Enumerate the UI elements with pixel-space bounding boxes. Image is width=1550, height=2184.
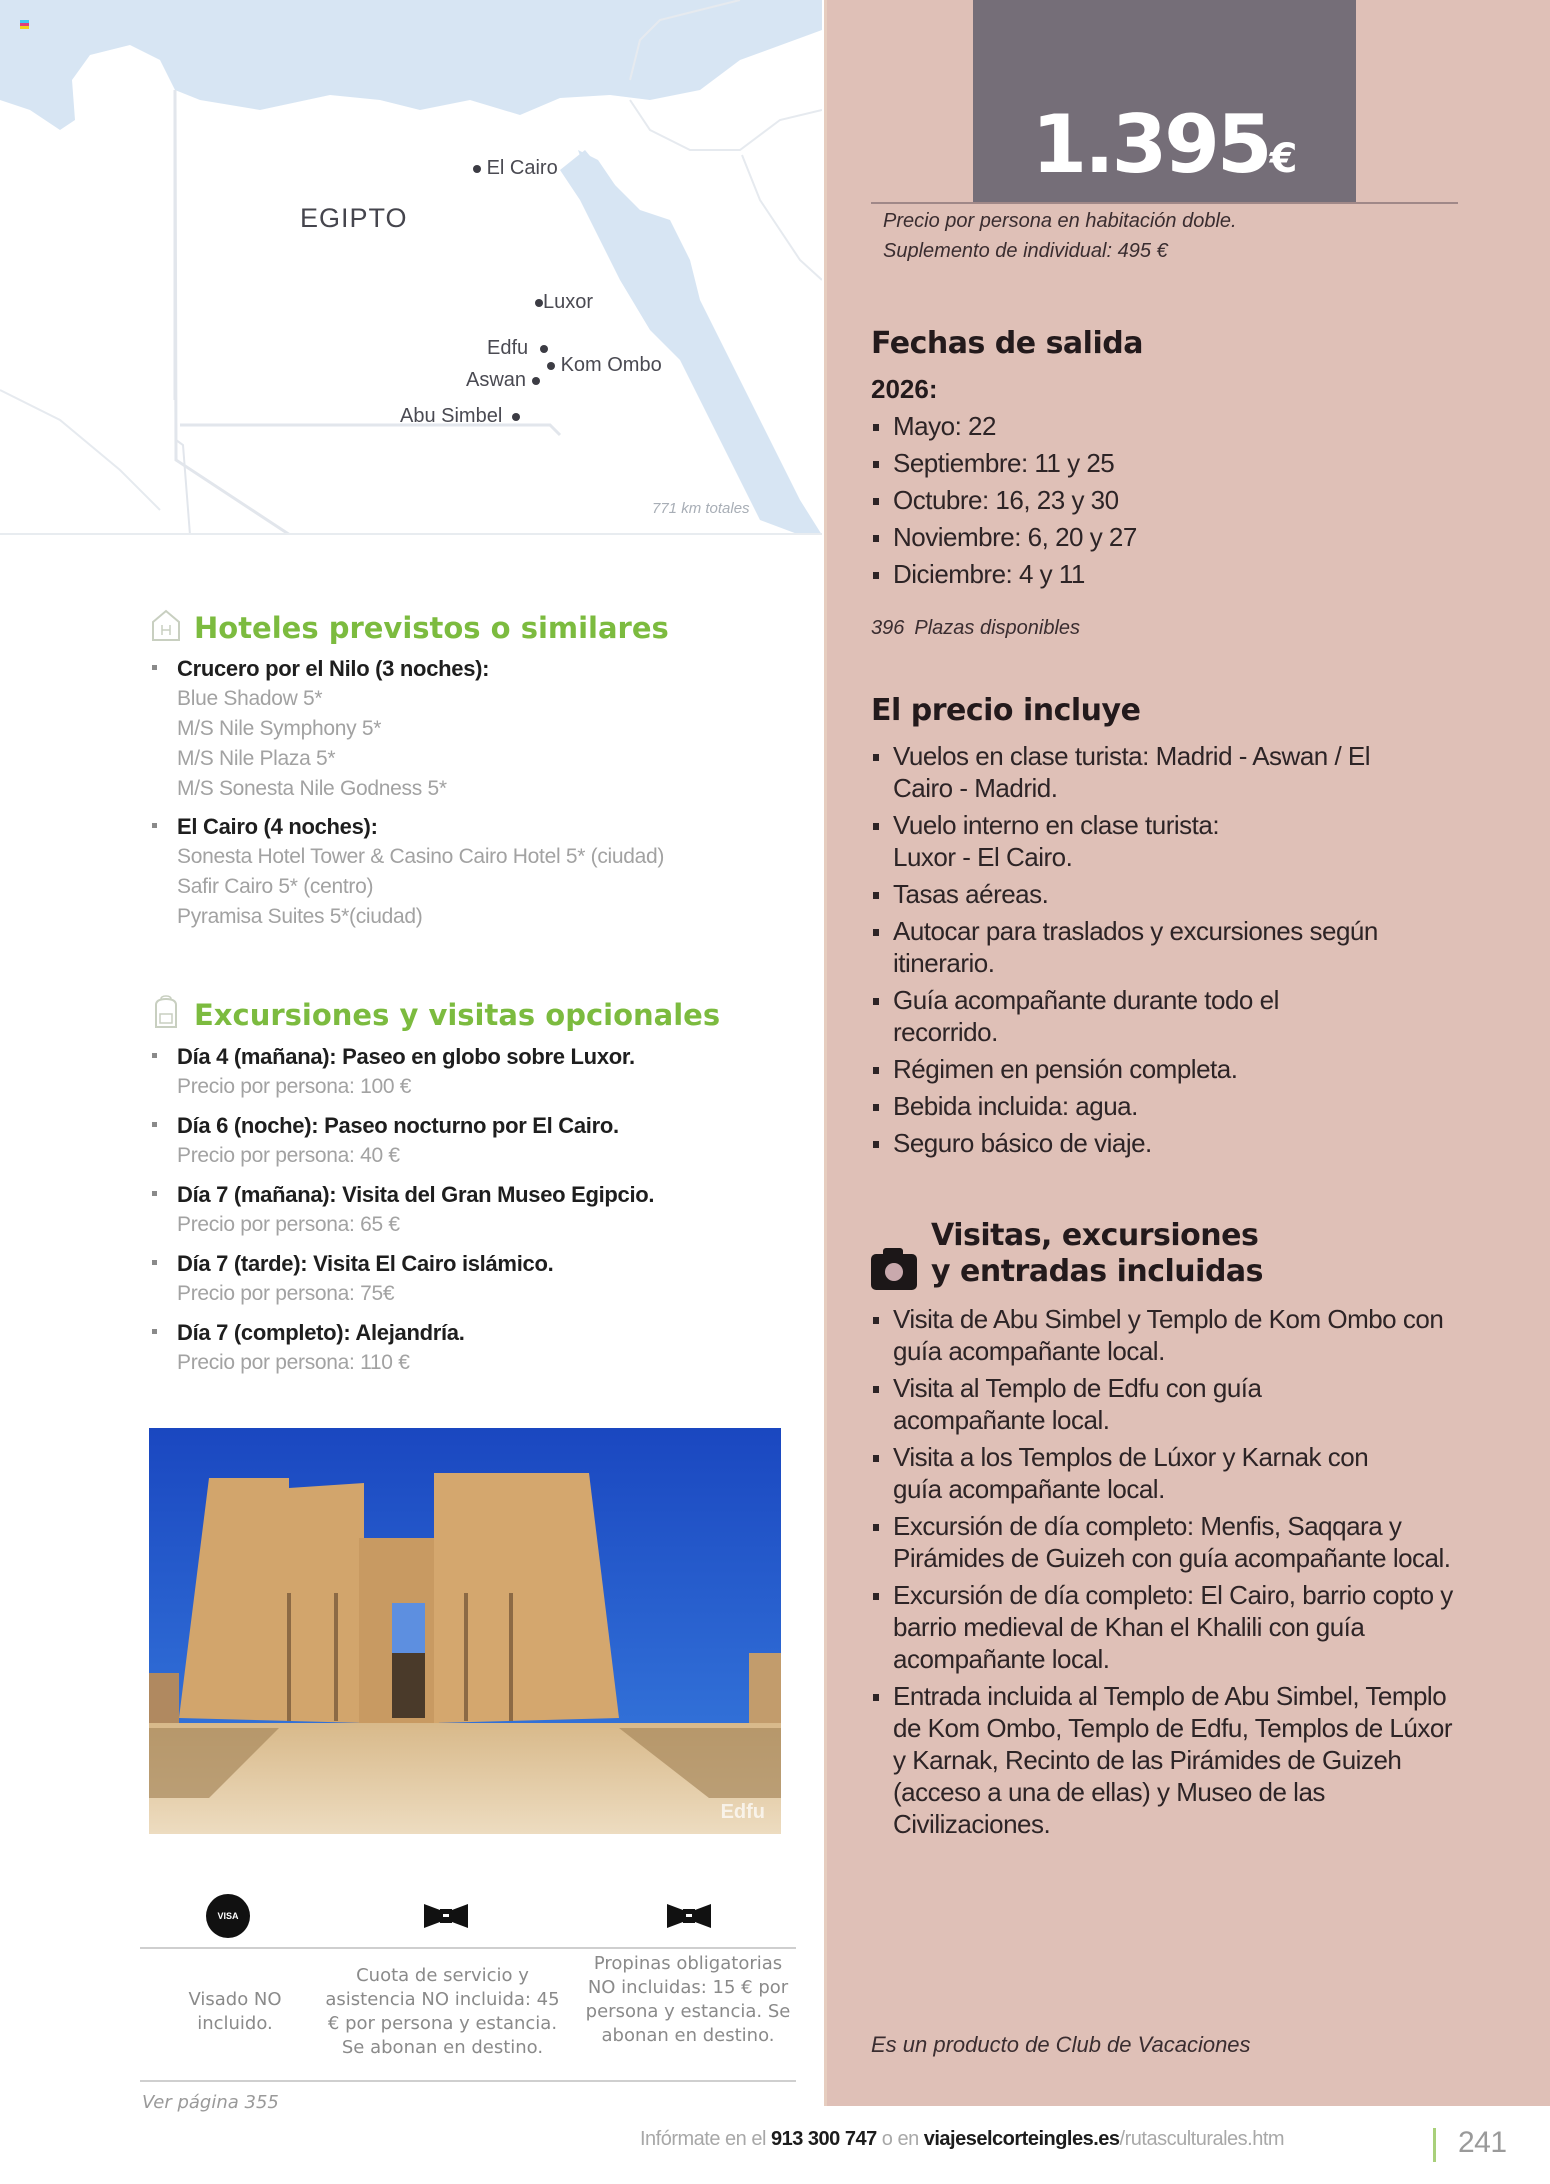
map-dot-icon xyxy=(535,299,543,307)
map-dot-icon xyxy=(540,345,548,353)
divider xyxy=(871,202,1458,204)
price-value: 1.395€ xyxy=(1031,98,1298,191)
departure-date: Noviembre: 6, 20 y 27 xyxy=(871,521,1137,553)
departure-date: Octubre: 16, 23 y 30 xyxy=(871,484,1137,516)
not-included-service-fee: Cuota de servicio y asistencia NO incluida: 45 € por persona y estancia. Se abonan en destino. xyxy=(325,1965,560,2058)
not-included-visa: Visado NO incluido. xyxy=(188,1989,282,2034)
map-dot-icon xyxy=(512,413,520,421)
hotel-name: M/S Sonesta Nile Godness 5* xyxy=(177,777,447,800)
visits-heading-line2: y entradas incluidas xyxy=(931,1254,1264,1289)
map-city-edfu: Edfu xyxy=(487,337,548,360)
backpack-icon xyxy=(150,995,182,1029)
visit-item: Visita a los Templos de Lúxor y Karnak con guía acompañante local. xyxy=(871,1441,1416,1505)
not-included-tips: Propinas obligatorias NO incluidas: 15 € por persona y estancia. Se abonan en destino. xyxy=(585,1953,791,2046)
departure-date: Septiembre: 11 y 25 xyxy=(871,447,1137,479)
includes-heading: El precio incluye xyxy=(871,693,1141,728)
departures-year: 2026: xyxy=(871,374,938,404)
departure-date: Mayo: 22 xyxy=(871,410,1137,442)
hotel-house-icon xyxy=(150,608,182,642)
included-item: Autocar para traslados y excursiones según itinerario. xyxy=(871,915,1431,979)
hotel-name: Sonesta Hotel Tower & Casino Cairo Hotel 5* (ciudad) xyxy=(177,845,665,868)
excursion-price: Precio por persona: 65 € xyxy=(177,1213,400,1236)
camera-icon xyxy=(871,1254,917,1290)
visit-item: Entrada incluida al Templo de Abu Simbel, Templo de Kom Ombo, Templo de Edfu, Templos de Lúxor y Karnak, Recinto de las Pirámides de Guizeh (acceso a una de ellas) y Museo de las Civilizaciones. xyxy=(871,1680,1461,1840)
hotels-heading: Hoteles previstos o similares xyxy=(150,608,669,645)
optional-excursion: Día 7 (mañana): Visita del Gran Museo Egipcio. Precio por persona: 65 € xyxy=(150,1180,654,1240)
bowtie-icon xyxy=(424,1902,468,1930)
excursion-price: Precio por persona: 110 € xyxy=(177,1351,410,1374)
map-dot-icon xyxy=(547,362,555,370)
hotel-name: M/S Nile Symphony 5* xyxy=(177,717,382,740)
included-item: Vuelo interno en clase turista: Luxor - El Cairo. xyxy=(871,809,1271,873)
optional-excursions-heading: Excursiones y visitas opcionales xyxy=(150,995,720,1032)
phone-number[interactable]: 913 300 747 xyxy=(770,2128,877,2150)
included-item: Régimen en pensión completa. xyxy=(871,1053,1431,1085)
website-path[interactable]: /rutasculturales.htm xyxy=(1119,2128,1285,2150)
website-link[interactable]: viajeselcorteingles.es xyxy=(923,2128,1120,2150)
map-city-el-cairo: El Cairo xyxy=(473,157,558,180)
map-city-aswan: Aswan xyxy=(466,369,540,392)
map-city-kom-ombo: Kom Ombo xyxy=(547,354,662,377)
hotels-list xyxy=(150,654,664,942)
map-city-abu-simbel: Abu Simbel xyxy=(400,405,520,428)
departures-heading: Fechas de salida xyxy=(871,326,1143,361)
map-dot-icon xyxy=(532,377,540,385)
map-country-label: EGIPTO xyxy=(300,203,408,233)
hotel-group: Crucero por el Nilo (3 noches): Blue Shadow 5* M/S Nile Symphony 5* M/S Nile Plaza 5* M/S Sonesta Nile Godness 5* xyxy=(150,654,664,804)
product-note: Es un producto de Club de Vacaciones xyxy=(871,2032,1251,2057)
map-dot-icon xyxy=(473,165,481,173)
hotel-name: M/S Nile Plaza 5* xyxy=(177,747,336,770)
single-supplement-note: Suplemento de individual: 495 € xyxy=(883,240,1168,262)
includes-list xyxy=(871,740,1431,1159)
optional-excursions-list xyxy=(150,1042,654,1388)
departure-date: Diciembre: 4 y 11 xyxy=(871,558,1137,590)
excursion-price: Precio por persona: 40 € xyxy=(177,1144,400,1167)
map-background xyxy=(0,0,822,535)
visit-item: Excursión de día completo: El Cairo, barrio copto y barrio medieval de Khan el Khalili con guía acompañante local. xyxy=(871,1579,1461,1675)
included-item: Bebida incluida: agua. xyxy=(871,1090,1431,1122)
edfu-temple-photo xyxy=(149,1428,781,1834)
excursion-price: Precio por persona: 75€ xyxy=(177,1282,395,1305)
visit-item: Visita de Abu Simbel y Templo de Kom Ombo con guía acompañante local. xyxy=(871,1303,1461,1367)
included-item: Seguro básico de viaje. xyxy=(871,1127,1431,1159)
optional-excursion: Día 6 (noche): Paseo nocturno por El Cairo. Precio por persona: 40 € xyxy=(150,1111,654,1171)
page-number: 241 xyxy=(1458,2126,1507,2159)
visits-list xyxy=(871,1303,1461,1840)
info-panel xyxy=(824,0,1550,2106)
departure-dates-list xyxy=(871,410,1137,590)
visit-item: Excursión de día completo: Menfis, Saqqara y Pirámides de Guizeh con guía acompañante local. xyxy=(871,1510,1461,1574)
excursion-price: Precio por persona: 100 € xyxy=(177,1075,412,1098)
price-note: Precio por persona en habitación doble. xyxy=(883,210,1237,232)
divider xyxy=(1433,2128,1436,2162)
bowtie-icon xyxy=(667,1902,711,1930)
optional-excursion: Día 7 (completo): Alejandría. Precio por persona: 110 € xyxy=(150,1318,654,1378)
hotel-name: Pyramisa Suites 5*(ciudad) xyxy=(177,905,423,928)
map-city-luxor: Luxor xyxy=(535,291,593,314)
footer: Infórmate en el 913 300 747 o en viajeselcorteingles.es/rutasculturales.htm 241 xyxy=(640,2128,1530,2164)
divider xyxy=(140,2080,796,2082)
currency-symbol: € xyxy=(1269,136,1298,182)
hotel-group: El Cairo (4 noches): Sonesta Hotel Tower & Casino Cairo Hotel 5* (ciudad) Safir Cairo 5* (centro) Pyramisa Suites 5*(ciudad) xyxy=(150,812,664,932)
optional-excursion: Día 7 (tarde): Visita El Cairo islámico. Precio por persona: 75€ xyxy=(150,1249,654,1309)
print-color-bar xyxy=(20,20,29,29)
included-item: Vuelos en clase turista: Madrid - Aswan / El Cairo - Madrid. xyxy=(871,740,1431,804)
price-box xyxy=(973,0,1356,202)
visa-icon: VISA xyxy=(206,1894,250,1938)
photo-caption: Edfu xyxy=(720,1801,765,1823)
map-distance-label: 771 km totales xyxy=(652,500,750,517)
hotel-name: Safir Cairo 5* (centro) xyxy=(177,875,374,898)
route-map xyxy=(0,0,822,535)
temple-illustration xyxy=(149,1428,781,1834)
see-page-link[interactable]: Ver página 355 xyxy=(142,2092,279,2113)
divider xyxy=(140,1947,796,1949)
hotel-name: Blue Shadow 5* xyxy=(177,687,323,710)
optional-excursion: Día 4 (mañana): Paseo en globo sobre Luxor. Precio por persona: 100 € xyxy=(150,1042,654,1102)
visits-heading-line1: Visitas, excursiones xyxy=(931,1218,1259,1253)
included-item: Guía acompañante durante todo el recorrido. xyxy=(871,984,1341,1048)
seats-available: 396 Plazas disponibles xyxy=(871,617,1081,639)
visit-item: Visita al Templo de Edfu con guía acompañante local. xyxy=(871,1372,1341,1436)
included-item: Tasas aéreas. xyxy=(871,878,1431,910)
